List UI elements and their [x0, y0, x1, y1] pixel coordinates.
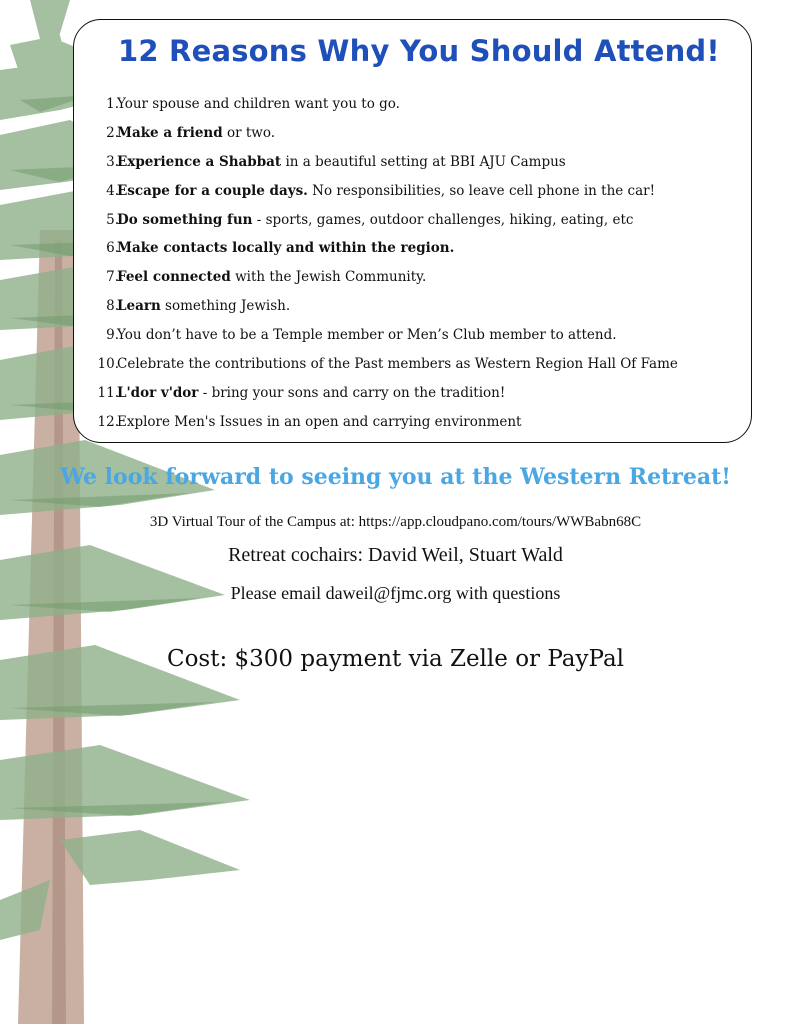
list-item-number: 8. [106, 298, 119, 315]
list-item-number: 3. [106, 153, 119, 170]
email-text: Please email daweil@fjmc.org with questions [230, 583, 561, 603]
list-item-rest-text: No responsibilities, so leave cell phone in the car! [307, 182, 656, 199]
list-item [74, 408, 753, 437]
cost-text: Cost: $300 payment via Zelle or PayPal [166, 646, 625, 672]
list-item-text [117, 408, 521, 437]
list-item [74, 263, 753, 292]
list-item-rest-text: - bring your sons and carry on the tradition! [198, 384, 506, 401]
list-item-bold-text: Make a friend [117, 124, 223, 141]
list-item-text [117, 90, 400, 119]
list-item [74, 234, 753, 263]
list-item-rest-text: something Jewish. [160, 298, 291, 315]
list-item [74, 379, 753, 408]
list-item-rest-text: You don’t have to be a Temple member or Men’s Club member to attend. [117, 327, 617, 344]
list-item-text [117, 379, 505, 408]
list-item-bold-text: Escape for a couple days. [117, 182, 308, 199]
list-item [74, 119, 753, 148]
list-item-number: 4. [106, 182, 119, 199]
virtual-tour-text: 3D Virtual Tour of the Campus at: https://app.cloudpano.com/tours/WWBabn68C [149, 514, 642, 530]
list-item-number: 10. [97, 356, 119, 373]
list-item-number: 1. [106, 96, 119, 112]
list-item-number: 2. [106, 124, 119, 141]
cochairs-text: Retreat cochairs: David Weil, Stuart Wald [228, 544, 563, 566]
list-item [74, 90, 753, 119]
list-item-rest-text: in a beautiful setting at BBI AJU Campus [281, 153, 566, 170]
tagline: We look forward to seeing you at the Western Retreat! [60, 464, 731, 490]
list-item-text [117, 234, 454, 263]
list-item-rest-text: Explore Men's Issues in an open and carrying environment [117, 413, 522, 430]
list-item-text [117, 292, 290, 321]
list-item-number: 7. [106, 269, 119, 286]
list-item-bold-text: L'dor v'dor [117, 384, 199, 401]
list-item-bold-text: Learn [117, 298, 161, 315]
list-item-rest-text: or two. [222, 124, 276, 141]
reasons-card [73, 19, 752, 443]
list-item [74, 292, 753, 321]
list-item-number: 6. [106, 240, 119, 257]
list-item-bold-text: Feel connected [117, 269, 231, 286]
list-item-text [117, 350, 678, 379]
list-item-text [117, 321, 617, 350]
list-item [74, 321, 753, 350]
list-item-number: 12. [97, 413, 119, 430]
list-item-number: 5. [106, 211, 119, 228]
list-item-rest-text: Your spouse and children want you to go. [117, 96, 400, 112]
card-title: 12 Reasons Why You Should Attend! [118, 34, 720, 68]
list-item [74, 148, 753, 177]
list-item-text [117, 177, 655, 206]
list-item [74, 206, 753, 235]
list-item-text [117, 148, 566, 177]
list-item-bold-text: Make contacts locally and within the region. [117, 240, 455, 257]
list-item-rest-text: Celebrate the contributions of the Past members as Western Region Hall Of Fame [117, 356, 678, 373]
list-item-text [117, 263, 426, 292]
list-item [74, 177, 753, 206]
list-item-number: 9. [106, 327, 119, 344]
list-item-rest-text: with the Jewish Community. [230, 269, 427, 286]
list-item-bold-text: Experience a Shabbat [117, 153, 282, 170]
list-item [74, 350, 753, 379]
list-item-bold-text: Do something fun [117, 211, 253, 228]
list-item-text [117, 206, 633, 235]
reasons-list [74, 90, 753, 437]
list-item-rest-text: - sports, games, outdoor challenges, hiking, eating, etc [252, 211, 634, 228]
list-item-number: 11. [97, 384, 119, 401]
list-item-text [117, 119, 275, 148]
